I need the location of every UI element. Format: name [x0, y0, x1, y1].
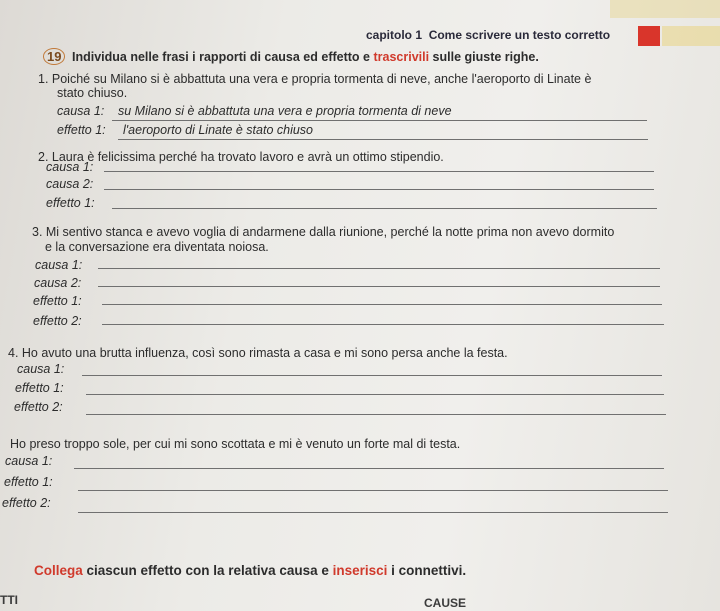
sentence-1-line-2: stato chiuso.: [57, 86, 128, 100]
tab-strip: [662, 26, 720, 46]
top-color-stripe: [610, 0, 720, 18]
answer-line: [102, 304, 662, 305]
item-4-cause-1-label: causa 1:: [17, 362, 65, 376]
page-header: [366, 28, 610, 42]
item-4-effect-2-label: effetto 2:: [14, 400, 63, 414]
item-2-effect-1-label: effetto 1:: [46, 196, 95, 210]
answer-line: [118, 139, 648, 140]
item-5-cause-1-label: causa 1:: [5, 454, 53, 468]
item-4-effect-1-label: effetto 1:: [15, 381, 64, 395]
item-5-effect-2-label: effetto 2:: [2, 496, 51, 510]
answer-line: [98, 268, 660, 269]
answer-line: [82, 375, 662, 376]
exercise-title: Individua nelle frasi i rapporti di causa ed effetto e trascrivili sulle giuste righe.: [72, 50, 539, 64]
sentence-4: 4. Ho avuto una brutta influenza, così sono rimasta a casa e mi sono persa anche la festa.: [8, 346, 508, 360]
footer-cause-heading: CAUSE: [424, 596, 467, 610]
answer-line: [78, 490, 668, 491]
item-5-effect-1-label: effetto 1:: [4, 475, 53, 489]
answer-line: [86, 414, 666, 415]
sentence-2: 2. Laura è felicissima perché ha trovato lavoro e avrà un ottimo stipendio.: [38, 150, 444, 164]
item-1-cause-1-answer: su Milano si è abbattuta una vera e propria tormenta di neve: [118, 104, 452, 118]
item-1-effect-1-label: effetto 1:: [57, 123, 106, 137]
item-3-effect-2-label: effetto 2:: [33, 314, 82, 328]
next-exercise-title: Collega ciascun effetto con la relativa causa e inserisci i connettivi.: [34, 563, 467, 578]
item-3-cause-2-label: causa 2:: [34, 276, 82, 290]
sentence-1-line-1: 1. Poiché su Milano si è abbattuta una vera e propria tormenta di neve, anche l'aeroporto di Linate è: [38, 72, 592, 86]
red-square-marker: [638, 26, 660, 46]
answer-line: [98, 286, 660, 287]
chapter-label: capitolo 1: [366, 28, 423, 42]
item-3-effect-1-label: effetto 1:: [33, 294, 82, 308]
answer-line: [104, 171, 654, 172]
answer-line: [86, 394, 664, 395]
answer-line: [112, 120, 647, 121]
sentence-3-line-2: e la conversazione era diventata noiosa.: [45, 240, 269, 254]
item-3-cause-1-label: causa 1:: [35, 258, 83, 272]
answer-line: [102, 324, 664, 325]
exercise-number: 19: [43, 48, 65, 65]
answer-line: [78, 512, 668, 513]
item-2-cause-1-label: causa 1:: [46, 160, 94, 174]
answer-line: [104, 189, 654, 190]
item-1-effect-1-answer: l'aeroporto di Linate è stato chiuso: [123, 123, 314, 137]
sentence-5: Ho preso troppo sole, per cui mi sono scottata e mi è venuto un forte mal di testa.: [10, 437, 461, 451]
sentence-3-line-1: 3. Mi sentivo stanca e avevo voglia di andarmene dalla riunione, perché la notte prima non avevo dormito: [32, 225, 615, 239]
chapter-title: Come scrivere un testo corretto: [428, 28, 611, 42]
answer-line: [112, 208, 657, 209]
item-2-cause-2-label: causa 2:: [46, 177, 94, 191]
item-1-cause-1-label: causa 1:: [57, 104, 105, 118]
answer-line: [74, 468, 664, 469]
footer-left-label: TTI: [0, 593, 18, 607]
